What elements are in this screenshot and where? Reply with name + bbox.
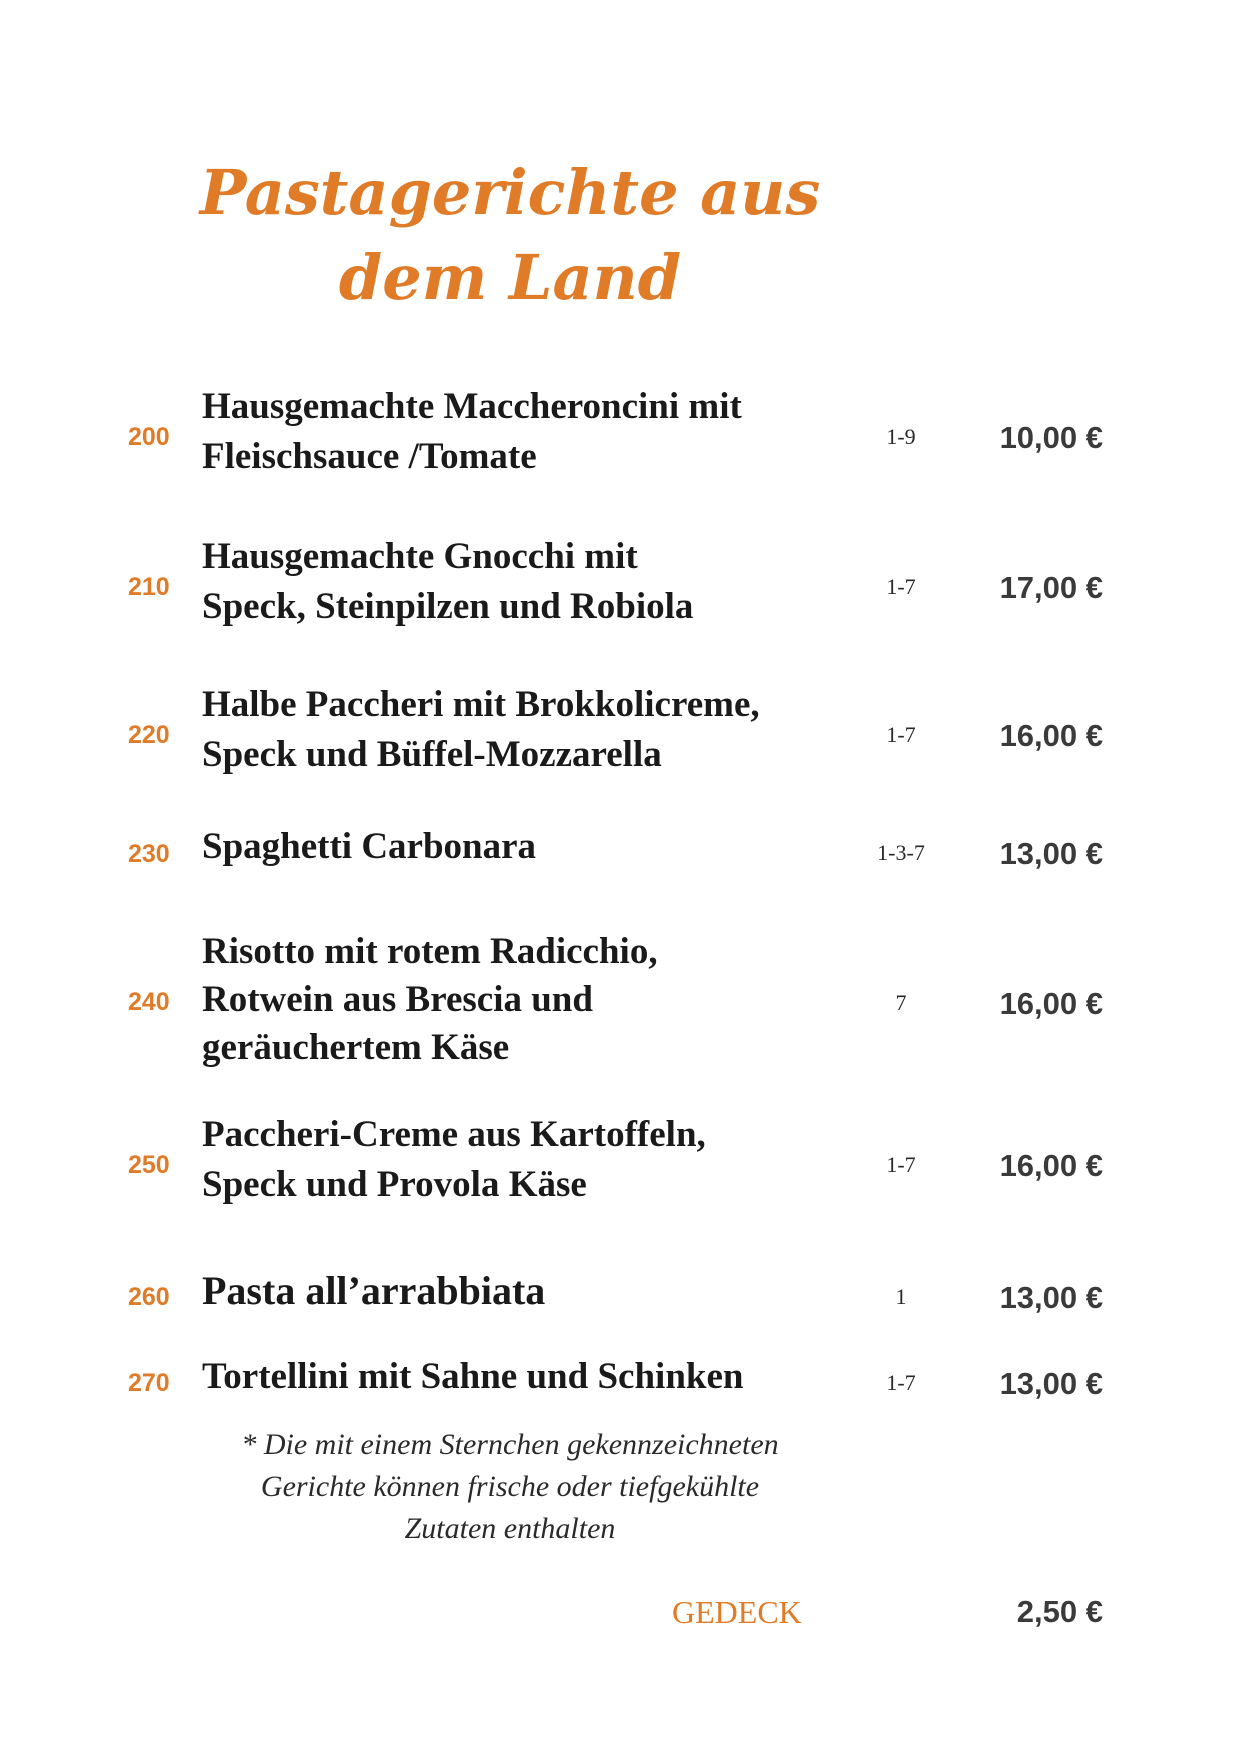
item-number: 240 xyxy=(128,988,170,1016)
item-number: 260 xyxy=(128,1283,170,1311)
footnote-line: Zutaten enthalten xyxy=(404,1512,616,1545)
item-name-line: Hausgemachte Gnocchi mit xyxy=(202,536,638,577)
item-price: 13,00 € xyxy=(999,1366,1103,1401)
item-allergens: 1-3-7 xyxy=(877,840,925,865)
cover-charge-price: 2,50 € xyxy=(1016,1594,1103,1629)
item-name-line: Tortellini mit Sahne und Schinken xyxy=(202,1356,744,1397)
item-name-line: Fleischsauce /Tomate xyxy=(202,436,537,477)
title-line-2: dem Land xyxy=(338,241,682,314)
item-allergens: 1-9 xyxy=(886,424,916,449)
item-name xyxy=(202,532,842,632)
item-price: 16,00 € xyxy=(999,718,1103,753)
item-allergens: 1-7 xyxy=(886,574,916,599)
item-allergens: 1-7 xyxy=(886,1370,916,1395)
item-price: 13,00 € xyxy=(999,836,1103,871)
item-name xyxy=(202,822,842,872)
item-allergens: 1-7 xyxy=(886,1152,916,1177)
item-price: 13,00 € xyxy=(999,1280,1103,1315)
footnote xyxy=(160,1424,860,1550)
item-number: 200 xyxy=(128,423,170,451)
item-name-line: Paccheri-Creme aus Kartoffeln, xyxy=(202,1114,706,1155)
item-number: 270 xyxy=(128,1369,170,1397)
item-price: 16,00 € xyxy=(999,1148,1103,1183)
item-allergens: 7 xyxy=(895,990,907,1015)
title-line-1: Pastagerichte aus xyxy=(199,156,821,229)
item-number: 220 xyxy=(128,721,170,749)
item-name-line: Risotto mit rotem Radicchio, xyxy=(202,931,658,972)
item-price: 10,00 € xyxy=(999,420,1103,455)
item-name xyxy=(202,928,842,1072)
cover-charge-label: GEDECK xyxy=(672,1594,802,1630)
item-number: 210 xyxy=(128,573,170,601)
item-name xyxy=(202,1352,842,1402)
item-number: 250 xyxy=(128,1151,170,1179)
item-name-line: geräuchertem Käse xyxy=(202,1027,510,1068)
item-allergens: 1-7 xyxy=(886,722,916,747)
item-name xyxy=(202,680,842,780)
item-name-line: Halbe Paccheri mit Brokkolicreme, xyxy=(202,684,760,725)
item-price: 17,00 € xyxy=(999,570,1103,605)
item-name xyxy=(202,382,842,482)
footnote-line: * Die mit einem Sternchen gekennzeichneten xyxy=(241,1428,779,1461)
item-name-line: Rotwein aus Brescia und xyxy=(202,979,593,1020)
item-name-line: Speck und Büffel-Mozzarella xyxy=(202,734,662,775)
item-price: 16,00 € xyxy=(999,986,1103,1021)
item-name-line: Hausgemachte Maccheroncini mit xyxy=(202,386,742,427)
item-name-line: Speck und Provola Käse xyxy=(202,1164,587,1205)
item-name-line: Speck, Steinpilzen und Robiola xyxy=(202,586,694,627)
item-number: 230 xyxy=(128,840,170,868)
item-name xyxy=(202,1110,842,1210)
page-title xyxy=(160,150,860,320)
footnote-line: Gerichte können frische oder tiefgekühlte xyxy=(260,1470,760,1503)
item-name xyxy=(202,1266,842,1316)
item-name-line: Spaghetti Carbonara xyxy=(202,826,537,867)
item-name-line: Pasta all’arrabbiata xyxy=(202,1268,546,1313)
item-allergens: 1 xyxy=(895,1284,907,1309)
